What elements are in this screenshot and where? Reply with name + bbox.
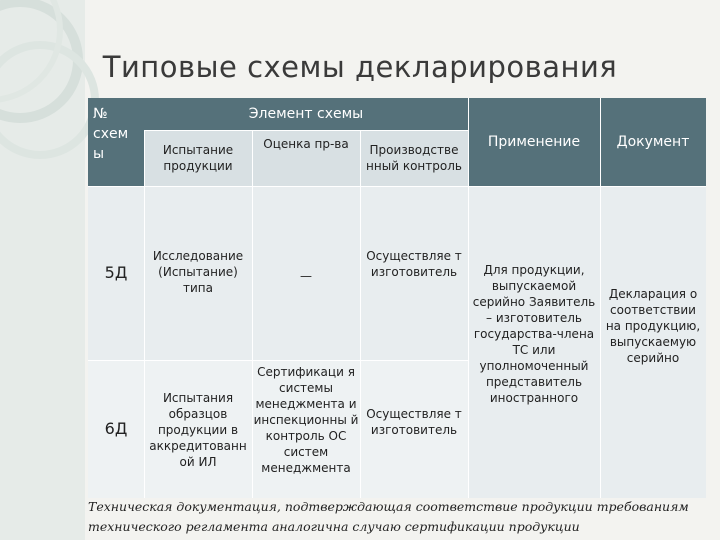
document-cell: Декларация о соответствии на продукцию, выпускаемую серийно (600, 186, 706, 498)
header-assessment: Оценка пр-ва (252, 130, 360, 186)
header-test: Испытание продукции (144, 130, 252, 186)
row-6d-control: Осуществляе т изготовитель (360, 360, 468, 498)
header-document: Документ (600, 98, 706, 186)
row-6d-assessment: Сертификаци я системы менеджмента и инспекционны й контроль ОС систем менеджмента (252, 360, 360, 498)
header-num: № схем ы (88, 98, 144, 186)
row-6d-num: 6Д (88, 360, 144, 498)
application-cell: Для продукции, выпускаемой серийно Заявитель – изготовитель государства-члена ТС или уполномоченный представитель иностранного (468, 186, 600, 498)
row-5d-num: 5Д (88, 186, 144, 360)
header-application: Применение (468, 98, 600, 186)
page-title: Типовые схемы декларирования (102, 50, 618, 84)
row-5d-test: Исследование (Испытание) типа (144, 186, 252, 360)
header-element: Элемент схемы (144, 98, 468, 130)
header-control: Производстве нный контроль (360, 130, 468, 186)
footer-note: Техническая документация, подтверждающая соответствие продукции требованиям технического регламента аналогична случаю сертификации продукции (88, 499, 689, 534)
row-5d-control: Осуществляе т изготовитель (360, 186, 468, 360)
row-6d-test: Испытания образцов продукции в аккредитованн ой ИЛ (144, 360, 252, 498)
row-5d-assessment: — (252, 186, 360, 360)
